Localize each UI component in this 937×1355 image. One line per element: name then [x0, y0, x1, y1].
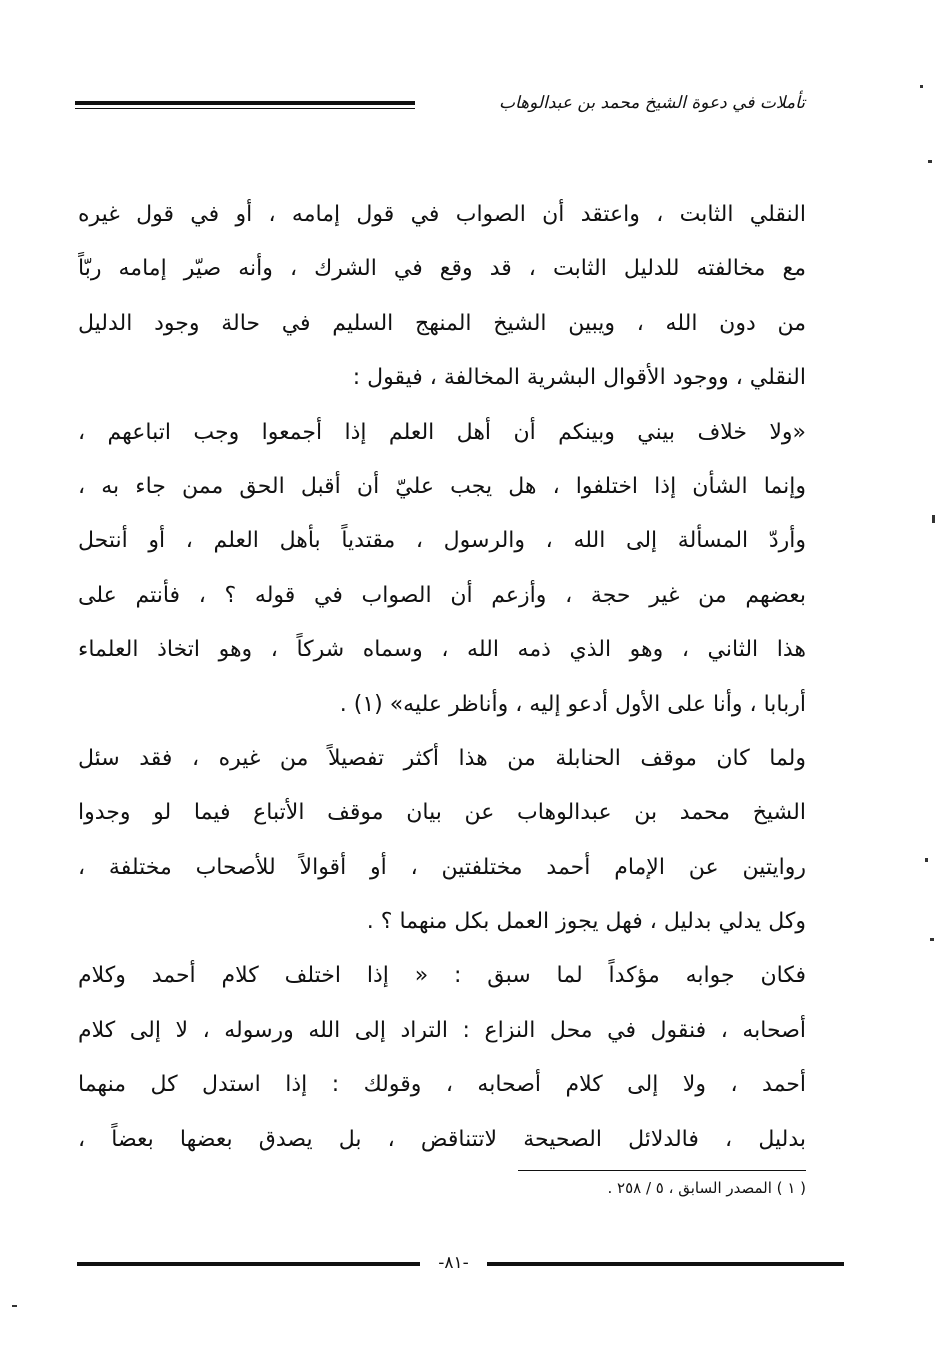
scan-mark	[928, 160, 932, 163]
scan-mark	[12, 1305, 17, 1307]
text-line: روايتين عن الإمام أحمد مختلفتين ، أو أقوالاً للأصحاب مختلفة ،	[78, 854, 806, 880]
scan-mark	[930, 938, 934, 941]
page-number-rule-left	[77, 1262, 420, 1266]
text-line: النقلي ، ووجود الأقوال البشرية المخالفة ، فيقول :	[352, 365, 806, 391]
page-number: -٨١-	[438, 1253, 469, 1273]
footnote-rule	[518, 1170, 806, 1171]
text-line: ولما كان موقف الحنابلة من هذا أكثر تفصيلاً من غيره ، فقد سئل	[78, 745, 806, 771]
text-line: النقلي الثابت ، واعتقد أن الصواب في قول إمامه ، أو في قول غيره	[78, 202, 806, 227]
body-text	[78, 188, 806, 1167]
text-line: فكان جوابه مؤكداً لما سبق : « إذا اختلف كلام أحمد وكلام	[78, 963, 806, 989]
header-rule	[75, 101, 415, 105]
text-line: مع مخالفته للدليل الثابت ، قد وقع في الشرك ، وأنه صيّر إمامه ربّاً	[78, 256, 806, 282]
page-number-rule-right	[487, 1262, 844, 1266]
text-line: الشيخ محمد بن عبدالوهاب عن بيان موقف الأتباع فيما لو وجدوا	[78, 800, 806, 826]
text-line: وأردّ المسألة إلى الله ، والرسول ، مقتدياً بأهل العلم ، أو أنتحل	[78, 528, 806, 554]
text-line: أصحابه ، فنقول في محل النزاع : التراد إلى الله ورسوله ، لا إلى كلام	[78, 1017, 806, 1043]
scan-mark	[925, 858, 928, 862]
text-line: «ولا خلاف بيني وبينكم أن أهل العلم إذا أجمعوا وجب اتباعهم ،	[78, 419, 806, 445]
header-rule-thin	[75, 108, 415, 109]
scan-mark	[932, 515, 935, 523]
header-title: تأملات في دعوة الشيخ محمد بن عبدالوهاب	[499, 93, 805, 113]
scan-mark	[920, 85, 923, 88]
footnote: ( ١ ) المصدر السابق ، ٥ / ٢٥٨ .	[607, 1179, 806, 1197]
text-line: من دون الله ، ويبين الشيخ المنهج السليم في حالة وجود الدليل	[78, 310, 806, 336]
text-line: أربابا ، وأنا على الأول أدعو إليه ، وأناظر عليه» (١) .	[339, 691, 806, 717]
text-line: بدليل ، فالدلائل الصحيحة لاتتناقض ، بل يصدق بعضها بعضاً ،	[78, 1126, 806, 1152]
text-line: بعضهم من غير حجة ، وأزعم أن الصواب في قوله ؟ ، فأنتم على	[78, 582, 806, 608]
text-line: أحمد ، ولا إلى كلام أصحابه ، وقولك : إذا استدل كل منهما	[78, 1072, 806, 1098]
running-header	[75, 92, 805, 122]
text-line: وإنما الشأن إذا اختلفوا ، هل يجب عليّ أن أقبل الحق ممن جاء به ،	[78, 473, 806, 499]
text-line: هذا الثاني ، وهو الذي ذمه الله ، وسماه شركاً ، وهو اتخاذ العلماء	[78, 637, 806, 663]
text-line: وكل يدلي بدليل ، فهل يجوز العمل بكل منهما ؟ .	[366, 909, 806, 935]
